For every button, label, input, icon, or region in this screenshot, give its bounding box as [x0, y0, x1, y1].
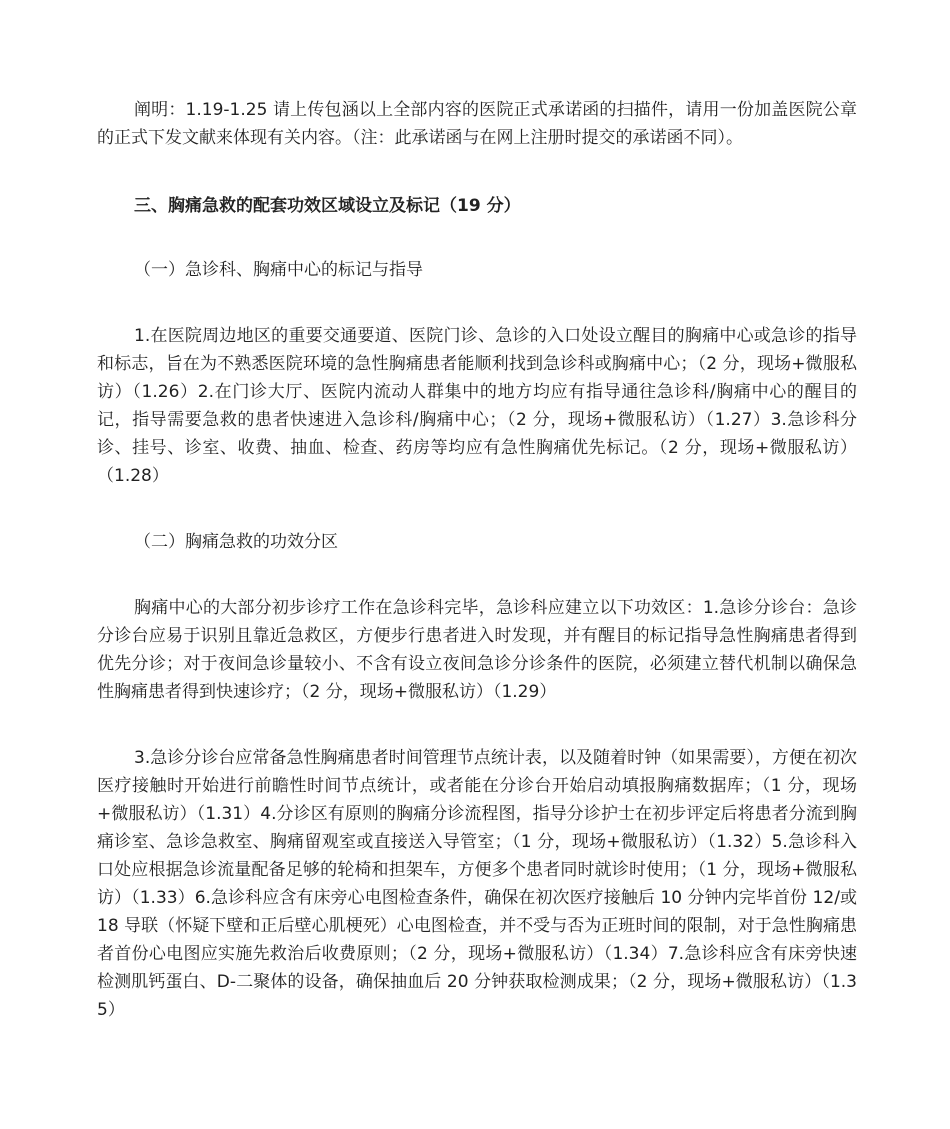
subsection-2-paragraph-2: 3.急诊分诊台应常备急性胸痛患者时间管理节点统计表，以及随着时钟（如果需要），方便在初次医疗接触时开始进行前瞻性时间节点统计，或者能在分诊台开始启动填报胸痛数据库；（1 分，现场+微服私访）（1.31）4.分诊区有原则的胸痛分诊流程图，指导分诊护士在初步评定后将患者分流到胸痛诊室、急诊急救室、胸痛留观室或直接送入导管室；（1 分，现场+微服私访）（1.32）5.急诊科入口处应根据急诊流量配备足够的轮椅和担架车，方便多个患者同时就诊时使用；（1 分，现场+微服私访）（1.33）6.急诊科应含有床旁心电图检查条件，确保在初次医疗接触后 10 分钟内完毕首份 12/或 18 导联（怀疑下壁和正后壁心肌梗死）心电图检查，并不受与否为正班时间的限制，对于急性胸痛患者首份心电图应实施先救治后收费原则；（2 分，现场+微服私访）（1.34）7.急诊科应含有床旁快速检测肌钙蛋白、D-二聚体的设备，确保抽血后 20 分钟获取检测成果；（2 分，现场+微服私访）（1.35）	[97, 748, 857, 1020]
section-3-title: 三、胸痛急救的配套功效区域设立及标记（19 分）	[134, 196, 521, 216]
subsection-1-title: （一）急诊科、胸痛中心的标记与指导	[134, 260, 423, 280]
subsection-1-paragraph: 1.在医院周边地区的重要交通要道、医院门诊、急诊的入口处设立醒目的胸痛中心或急诊的指导和标志，旨在为不熟悉医院环境的急性胸痛患者能顺利找到急诊科或胸痛中心；（2 分，现场+微服私访）（1.26）2.在门诊大厅、医院内流动人群集中的地方均应有指导通往急诊科/胸痛中心的醒目的记，指导需要急救的患者快速进入急诊科/胸痛中心；（2 分，现场+微服私访）（1.27）3.急诊科分诊、挂号、诊室、收费、抽血、检查、药房等均应有急性胸痛优先标记。（2 分，现场+微服私访）（1.28）	[97, 326, 857, 486]
subsection-2-paragraph-1: 胸痛中心的大部分初步诊疗工作在急诊科完毕，急诊科应建立以下功效区：1.急诊分诊台：急诊分诊台应易于识别且靠近急救区，方便步行患者进入时发现，并有醒目的标记指导急性胸痛患者得到优先分诊；对于夜间急诊量较小、不含有设立夜间急诊分诊条件的医院，必须建立替代机制以确保急性胸痛患者得到快速诊疗；（2 分，现场+微服私访）（1.29）	[97, 598, 857, 702]
subsection-2-title: （二）胸痛急救的功效分区	[134, 532, 338, 552]
note-paragraph: 阐明：1.19-1.25 请上传包涵以上全部内容的医院正式承诺函的扫描件，请用一份加盖医院公章的正式下发文献来体现有关内容。（注：此承诺函与在网上注册时提交的承诺函不同）。	[97, 100, 857, 148]
document-page	[97, 96, 857, 1024]
